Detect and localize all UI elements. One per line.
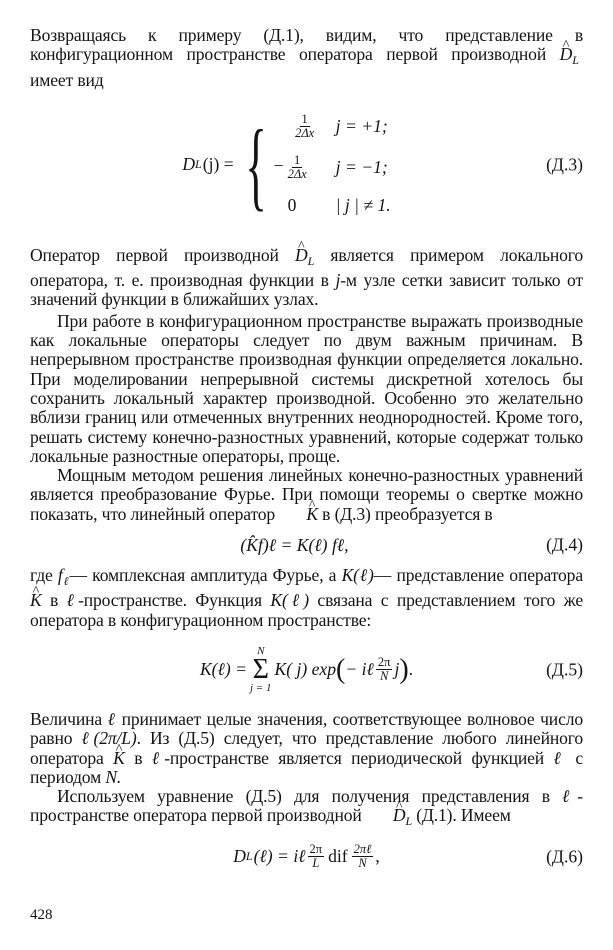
paragraph-6: Величина ℓ принимает целые значения, соответствующее волновое число равно ℓ(2π/L). Из (Д.5) следует, что представление любого линейного оператора ^ K в ℓ-пространстве является периодической функцией ℓ с периодом N.: [30, 710, 583, 787]
paragraph-5: где $f_\ell—$ комплексная амплитуда Фурье, а K(ℓ)— представление оператора ^ K в ℓ-пространстве. Функция K(ℓ) связана с представлением того же оператора в конфигурационном пространстве:: [30, 566, 583, 630]
equation-number: (Д.6): [546, 846, 583, 867]
summation-symbol: N Σ j = 1: [250, 644, 272, 694]
page-number: 428: [30, 907, 53, 923]
d-hat-symbol: ^ D: [560, 45, 573, 64]
paragraph-7: Используем уравнение (Д.5) для получения представления в ℓ-пространстве оператора первой производной ^ $D_L$ (Д.1). Имеем: [30, 787, 583, 832]
cases-block: $\frac{1}{2\Delta x}$ j = +1; − $\frac{1}{2\Delta x}$ j = −1; 0 | j | ≠ 1.: [273, 112, 391, 216]
equation-d3: D L (j) = { $\frac{1}{2\Delta x}$ j = +1; − $\frac{1}{2\Delta x}$ j = −1; 0 | j | ≠ 1. (Д.3): [182, 108, 583, 220]
equation-number: (Д.4): [546, 534, 583, 555]
paragraph-3: При работе в конфигурационном пространстве выражать производные как локальные операторы следует по двум важным причинам. В непрерывном пространстве производная функции определяется локально. При моделировании непрерывной системы дискретной хотелось бы сохранить локальный характер производной. Особенно это желательно вблизи границ или отмеченных внутренних неоднородностей. Кроме того, решать систему конечно-разностных уравнений, которые содержат только локальные разностные операторы, проще.: [30, 310, 583, 466]
document-page: [30, 26, 583, 882]
paragraph-2: Оператор первой производной ^ $D_L$ является примером локального оператора, т. е. производная функции в j-м узле сетки зависит только от значений функции в ближайших узлах.: [30, 246, 583, 310]
equation-d6: D L (ℓ) = iℓ $\frac{2\pi}{L}$ dif $\frac{\text{2πℓ}}{N}$ , (Д.6): [233, 842, 583, 871]
paragraph-4: Мощным методом решения линейных конечно-разностных уравнений является преобразование Фурье. При помощи теоремы о свертке можно показать, что линейный оператор ^ K в (Д.3) преобразуется в: [30, 466, 583, 524]
equation-d5: K(ℓ) = N Σ j = 1 K( j) exp ( − iℓ $\frac{2\pi}{N}$ j ) . (Д.5): [199, 644, 583, 694]
equation-d4: (K̂f)ℓ = K(ℓ) fℓ, (Д.4): [240, 534, 583, 555]
left-brace: {: [244, 108, 267, 220]
paragraph-1: Возвращаясь к примеру (Д.1), видим, что представление в конфигурационном пространстве оператора первой производной ^ $D_L$ имеет вид: [30, 26, 583, 90]
equation-number: (Д.3): [546, 154, 583, 175]
equation-number: (Д.5): [546, 659, 583, 680]
